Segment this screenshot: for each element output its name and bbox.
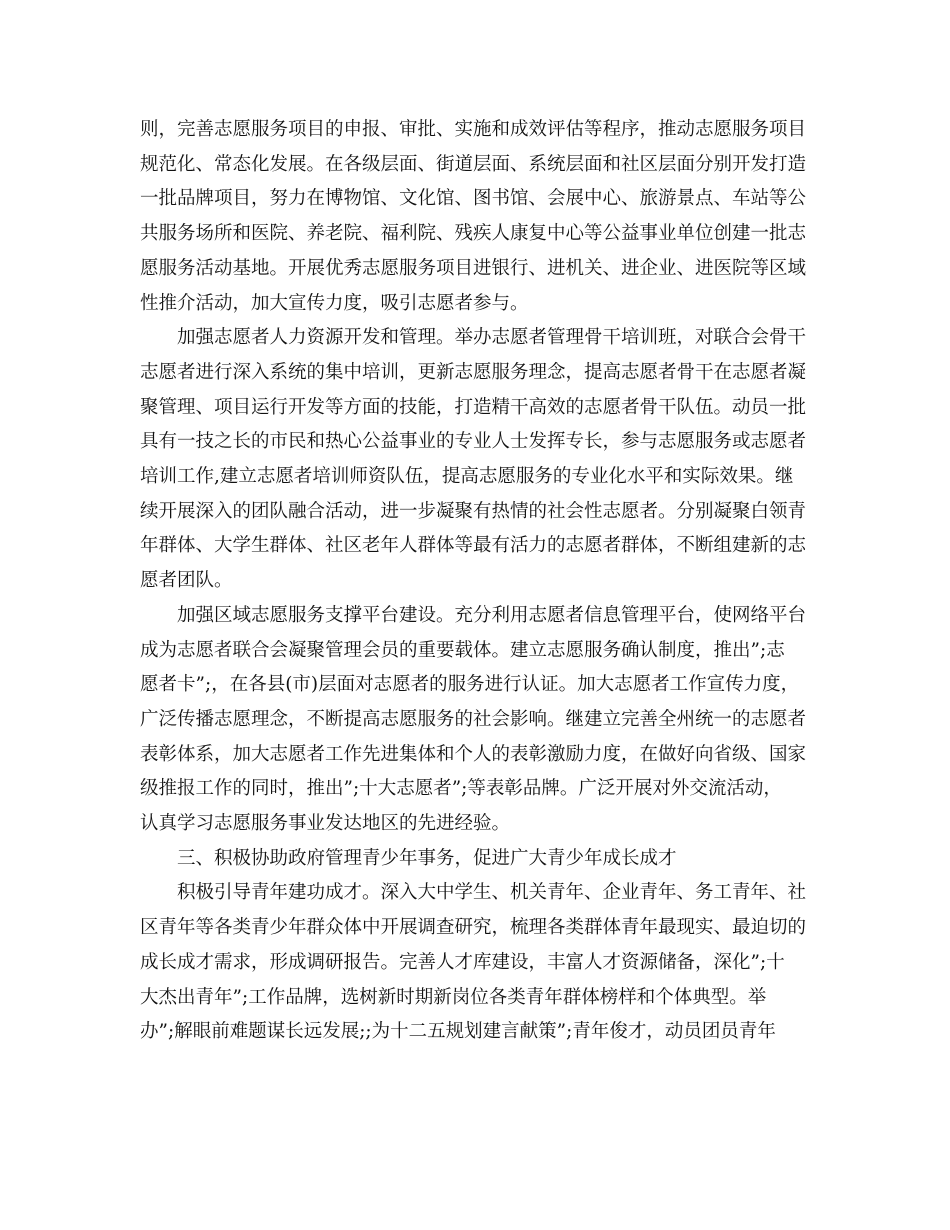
paragraph-volunteer-projects: 则，完善志愿服务项目的申报、审批、实施和成效评估等程序，推动志愿服务项目 规范化、常态化发展。在各级层面、街道层面、系统层面和社区层面分别开发打造 一批品牌项目，努力在博物馆、文化馆、图书馆、会展中心、旅游景点、车站等公 共服务场所和医院、养老院、福利院、残疾人康复中心等公益事业单位创建一批志 愿服务活动基地。开展优秀志愿服务项目进银行、进机关、进企业、进医院等区域 性推介活动，加大宣传力度，吸引志愿者参与。	[140, 119, 807, 314]
paragraph-volunteer-platform: 加强区域志愿服务支撑平台建设。充分利用志愿者信息管理平台，使网络平台 成为志愿者联合会凝聚管理会员的重要载体。建立志愿服务确认制度，推出”;志 愿者卡”;，在各县(市)层面对志愿者的服务进行认证。加大志愿者工作宣传力度， 广泛传播志愿理念，不断提高志愿服务的社会影响。继建立完善全州统一的志愿者 表彰体系，加大志愿者工作先进集体和个人的表彰激励力度，在做好向省级、国家 级推报工作的同时，推出”;十大志愿者”;等表彰品牌。广泛开展对外交流活动， 认真学习志愿服务事业发达地区的先进经验。	[140, 604, 807, 835]
section-heading-youth-affairs: 三、积极协助政府管理青少年事务，促进广大青少年成长成才	[177, 847, 677, 869]
document-body	[140, 113, 825, 1050]
paragraph-volunteer-human-resources: 加强志愿者人力资源开发和管理。举办志愿者管理骨干培训班，对联合会骨干 志愿者进行深入系统的集中培训，更新志愿服务理念，提高志愿者骨干在志愿者凝 聚管理、项目运行开发等方面的技能，打造精干高效的志愿者骨干队伍。动员一批 具有一技之长的市民和热心公益事业的专业人士发挥专长，参与志愿服务或志愿者 培训工作,建立志愿者培训师资队伍，提高志愿服务的专业化水平和实际效果。继 续开展深入的团队融合活动，进一步凝聚有热情的社会性志愿者。分别凝聚白领青 年群体、大学生群体、社区老年人群体等最有活力的志愿者群体，不断组建新的志 愿者团队。	[140, 327, 807, 592]
paragraph-youth-development: 积极引导青年建功成才。深入大中学生、机关青年、企业青年、务工青年、社 区青年等各类青少年群众体中开展调查研究，梳理各类群体青年最现实、最迫切的 成长成才需求，形成调研报告。完善人才库建设，丰富人才资源储备，深化”;十 大杰出青年”;工作品牌，选树新时期新岗位各类青年群体榜样和个体典型。举 办”;解眼前难题谋长远发展;;为十二五规划建言献策”;青年俊才，动员团员青年	[140, 882, 807, 1043]
